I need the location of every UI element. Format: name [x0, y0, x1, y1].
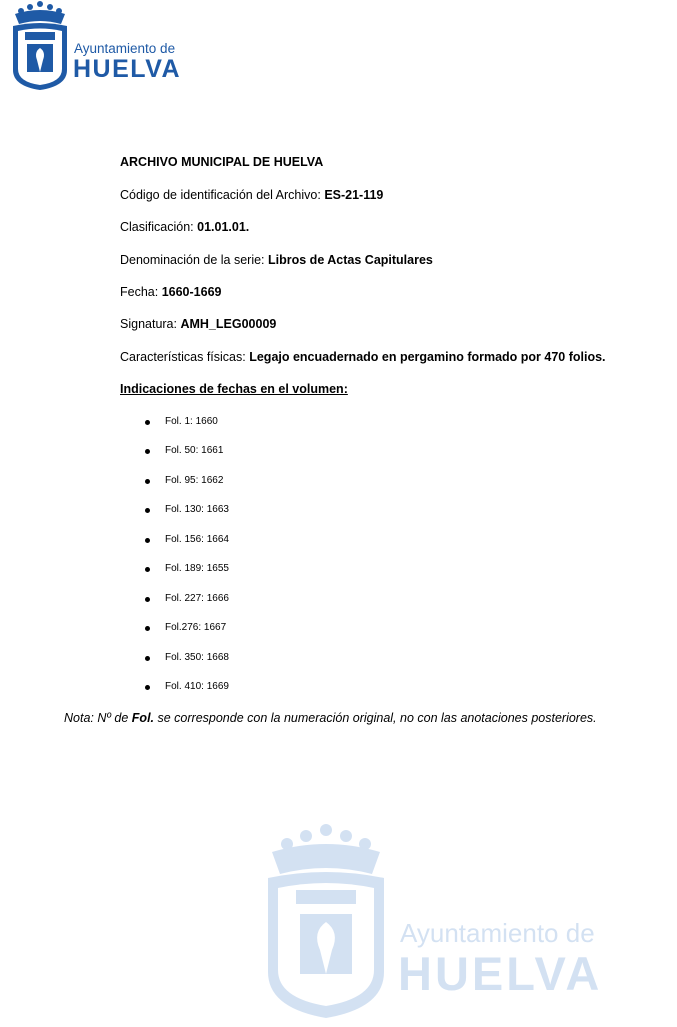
logo-text-ayuntamiento: Ayuntamiento de: [74, 41, 176, 56]
field-physical-characteristics: [120, 350, 606, 364]
field-value: AMH_LEG00009: [180, 317, 277, 331]
field-value: Legajo encuadernado en pergamino formado por 470 folios.: [249, 350, 606, 364]
bullet-icon: [145, 420, 150, 425]
field-archive-code: [120, 188, 383, 202]
field-label: Código de identificación del Archivo:: [120, 188, 321, 202]
header-logo: [9, 0, 182, 92]
field-date: [120, 285, 221, 299]
field-label: Clasificación:: [120, 220, 194, 234]
field-label: Fecha:: [120, 285, 159, 299]
field-series-name: [120, 253, 433, 267]
watermark-crest-icon: [262, 822, 390, 1022]
field-value: 1660-1669: [161, 285, 222, 299]
bullet-icon: [145, 685, 150, 690]
bullet-icon: [145, 626, 150, 631]
watermark-text-ayuntamiento: Ayuntamiento de: [400, 918, 595, 948]
dates-heading: Indicaciones de fechas en el volumen:: [120, 382, 348, 396]
archive-title: ARCHIVO MUNICIPAL DE HUELVA: [120, 155, 324, 169]
bullet-icon: [145, 538, 150, 543]
bullet-icon: [145, 656, 150, 661]
bullet-icon: [145, 597, 150, 602]
bullet-icon: [145, 567, 150, 572]
bullet-icon: [145, 479, 150, 484]
watermark-logo: [262, 822, 622, 1022]
field-label: Características físicas:: [120, 350, 246, 364]
logo-text-huelva: HUELVA: [73, 55, 182, 83]
field-value: Libros de Actas Capitulares: [268, 253, 433, 267]
field-classification: [120, 220, 249, 234]
bullet-icon: [145, 508, 150, 513]
field-value: 01.01.01.: [197, 220, 250, 234]
bullet-icon: [145, 449, 150, 454]
field-label: Denominación de la serie:: [120, 253, 265, 267]
watermark-text-huelva: HUELVA: [398, 947, 603, 1000]
footnote: Nota: Nº de Fol. se corresponde con la numeración original, no con las anotaciones posteriores.: [64, 711, 597, 725]
field-value: ES-21-119: [324, 188, 384, 202]
field-label: Signatura:: [120, 317, 177, 331]
crest-icon: [9, 0, 71, 92]
field-signature: [120, 317, 276, 331]
